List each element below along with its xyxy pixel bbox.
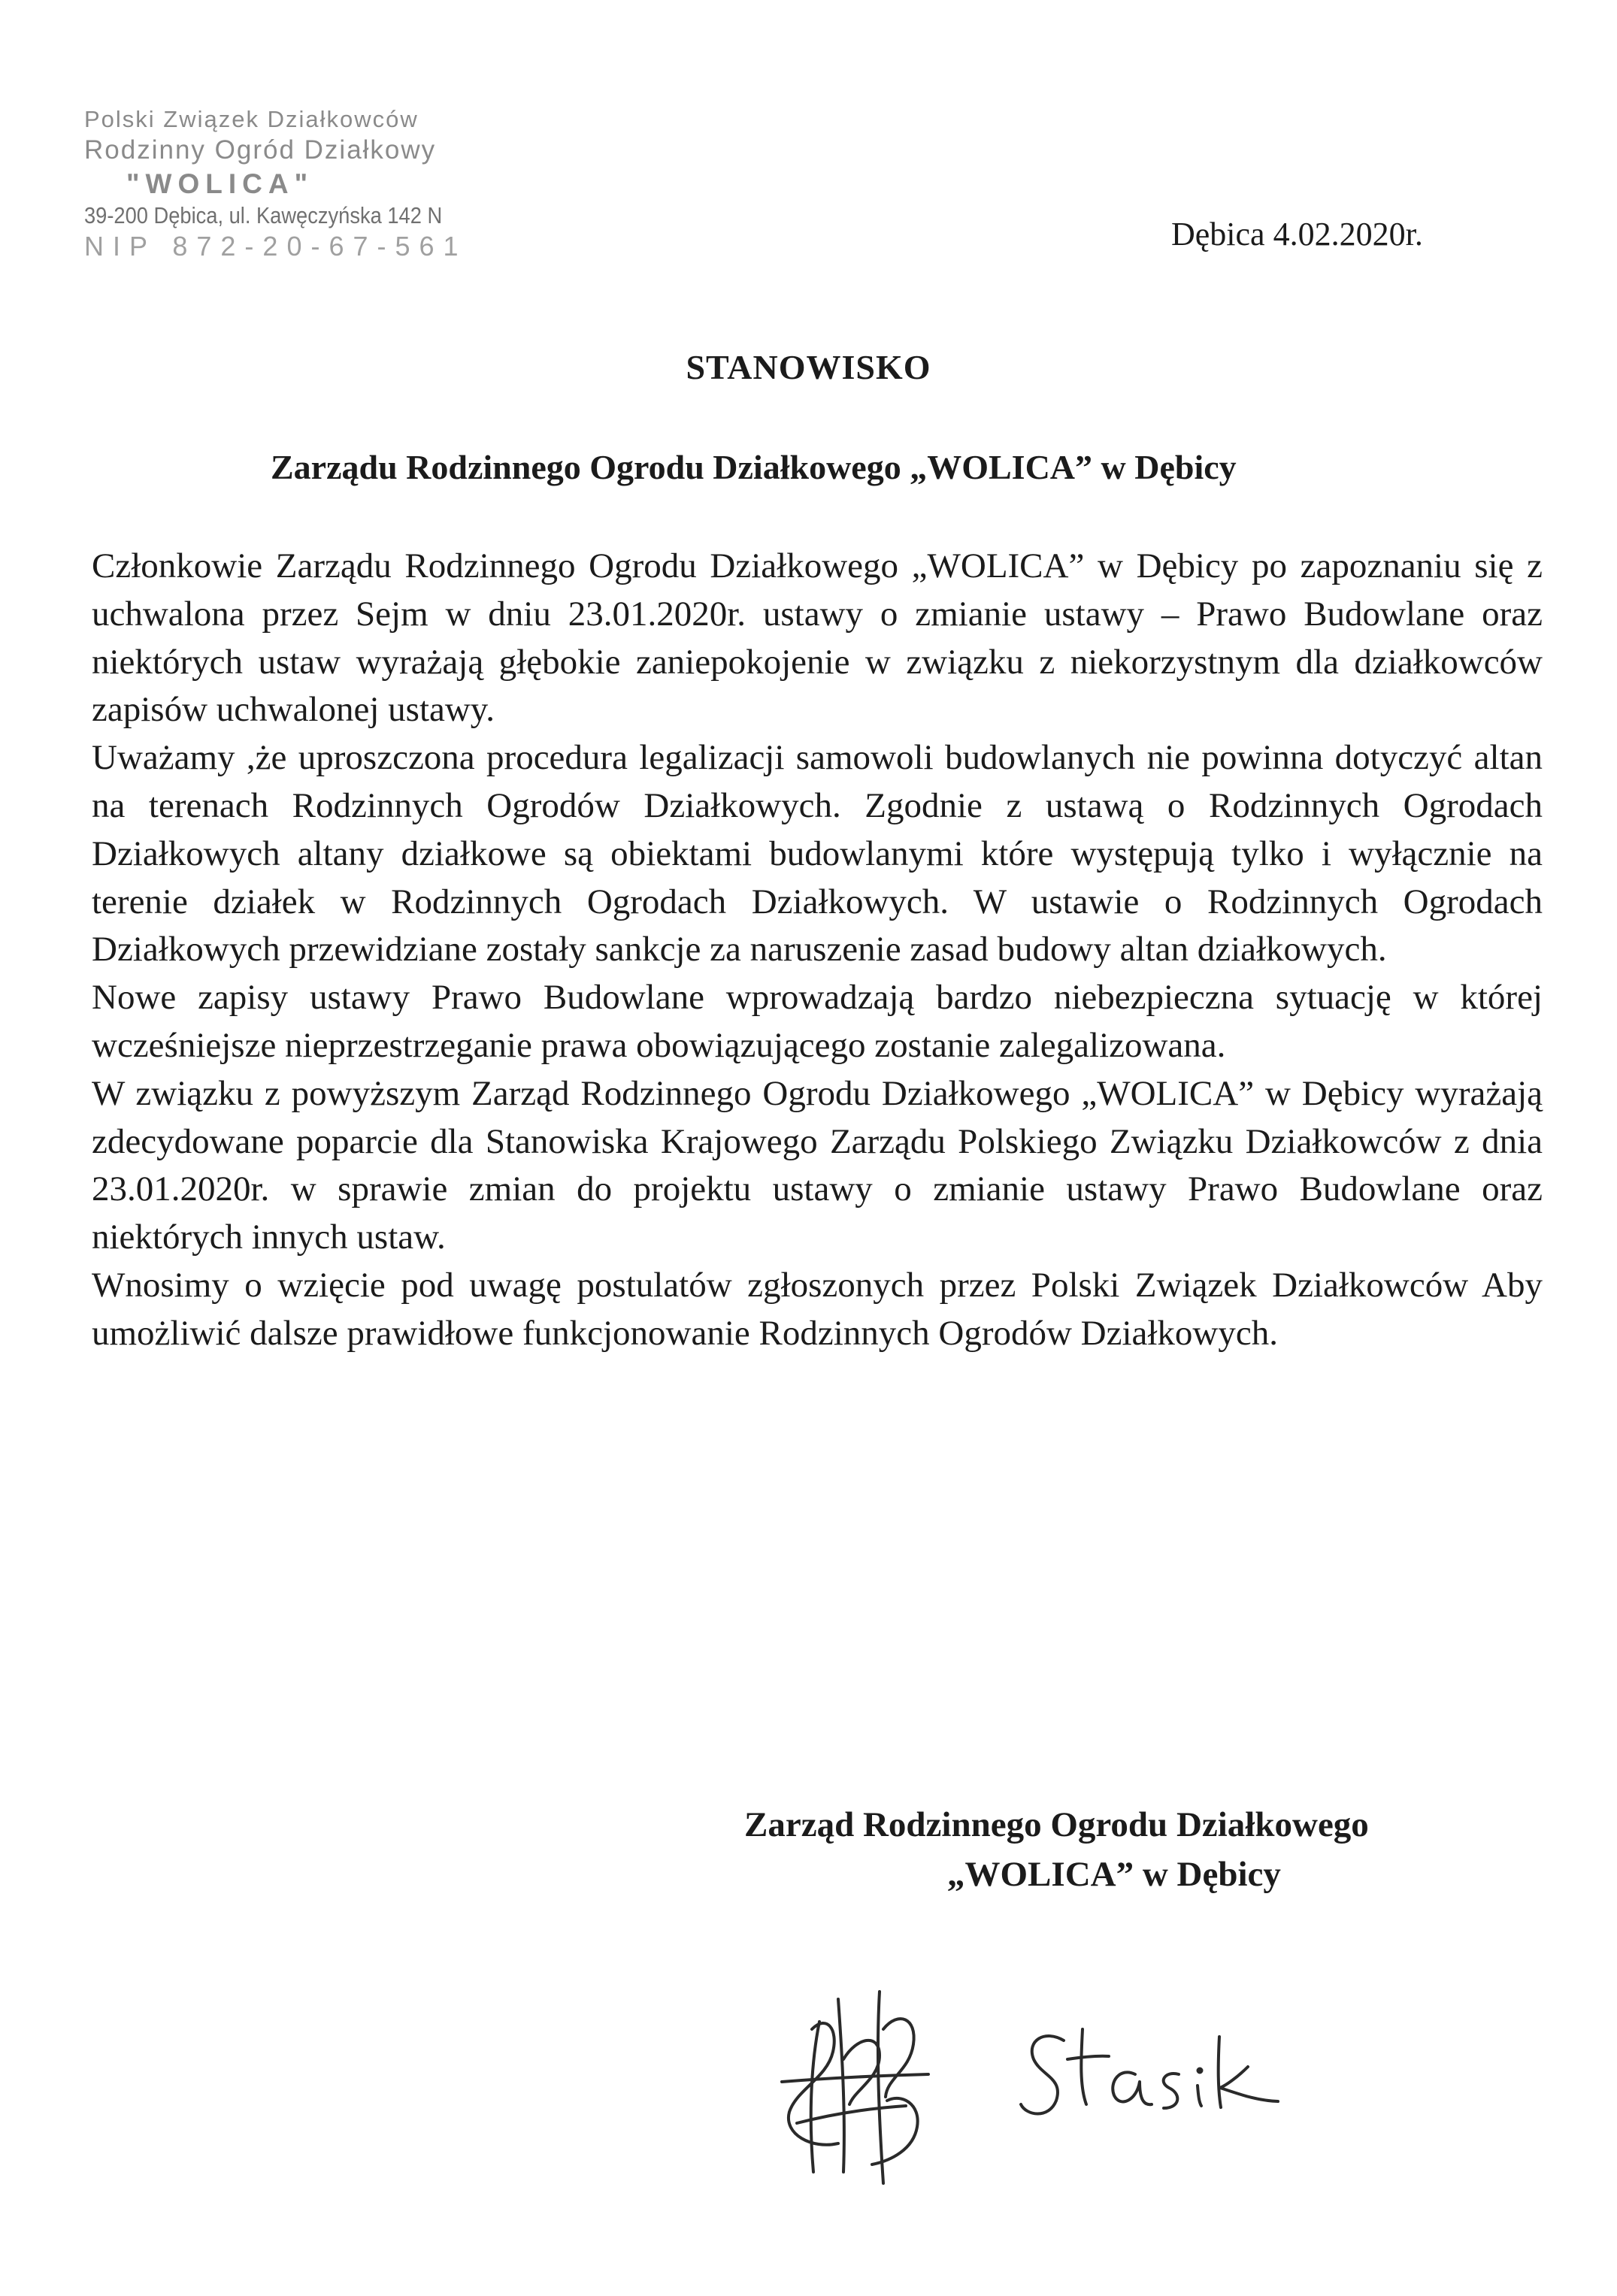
stamp-address: 39-200 Dębica, ul. Kawęczyńska 142 N bbox=[84, 201, 443, 228]
handwritten-signatures bbox=[767, 1947, 1338, 2195]
body-paragraph-3: Nowe zapisy ustawy Prawo Budowlane wprowadzają bardzo niebezpieczna sytuację w której wcześniejsze nieprzestrzeganie prawa obowiązującego zostanie zalegalizowana. bbox=[92, 978, 1543, 1065]
body-paragraph-4: W związku z powyższym Zarząd Rodzinnego Ogrodu Działkowego „WOLICA” w Dębicy wyrażają zdecydowane poparcie dla Stanowiska Krajowego Zarządu Polskiego Związku Działkowców z dnia 23.01.2020r. w sprawie zmian do projektu ustawy o zmianie ustawy Prawo Budowlane oraz niektórych innych ustaw. bbox=[92, 1073, 1543, 1257]
document-title: STANOWISKO bbox=[686, 348, 931, 386]
organization-stamp bbox=[84, 105, 505, 264]
body-paragraph-5: Wnosimy o wzięcie pod uwagę postulatów zgłoszonych przez Polski Związek Działkowców Aby umożliwić dalsze prawidłowe funkcjonowanie Rodzinnych Ogrodów Działkowych. bbox=[92, 1265, 1543, 1353]
signatory-line-1: Zarząd Rodzinnego Ogrodu Działkowego bbox=[744, 1805, 1369, 1844]
left-signature bbox=[782, 1992, 928, 2183]
body-paragraph-1: Członkowie Zarządu Rodzinnego Ogrodu Działkowego „WOLICA” w Dębicy po zapoznaniu się z uchwalona przez Sejm w dniu 23.01.2020r. ustawy o zmianie ustawy – Prawo Budowlane oraz niektórych ustaw wyrażają głębokie zaniepokojenie w związku z niekorzystnym dla działkowców zapisów uchwalonej ustawy. bbox=[92, 546, 1543, 730]
stamp-nip: NIP 872-20-67-561 bbox=[84, 231, 468, 262]
stamp-line-1: Polski Związek Działkowców bbox=[84, 106, 419, 132]
body-paragraph-2: Uważamy ,że uproszczona procedura legalizacji samowoli budowlanych nie powinna dotyczyć altan na terenach Rodzinnych Ogrodów Działkowych. Zgodnie z ustawą o Rodzinnych Ogrodach Działkowych altany działkowe są obiektami budowlanymi które występują tylko i wyłącznie na terenie działek w Rodzinnych Ogrodach Działkowych. W ustawie o Rodzinnych Ogrodach Działkowych przewidziane zostały sankcje za naruszenie zasad budowy altan działkowych. bbox=[92, 738, 1543, 970]
signatory-line-2: „WOLICA” w Dębicy bbox=[947, 1855, 1281, 1894]
signatory-block bbox=[744, 1800, 1534, 1899]
stamp-line-2: Rodzinny Ogród Działkowy bbox=[84, 135, 437, 165]
stamp-line-3: "WOLICA" bbox=[126, 168, 314, 199]
document-date: Dębica 4.02.2020r. bbox=[1171, 216, 1423, 253]
document-body bbox=[92, 543, 1543, 1358]
document-subtitle: Zarządu Rodzinnego Ogrodu Działkowego „WOLICA” w Dębicy bbox=[271, 448, 1237, 486]
right-signature-stasik bbox=[1021, 2029, 1278, 2114]
signatures-drawing bbox=[767, 1947, 1338, 2195]
